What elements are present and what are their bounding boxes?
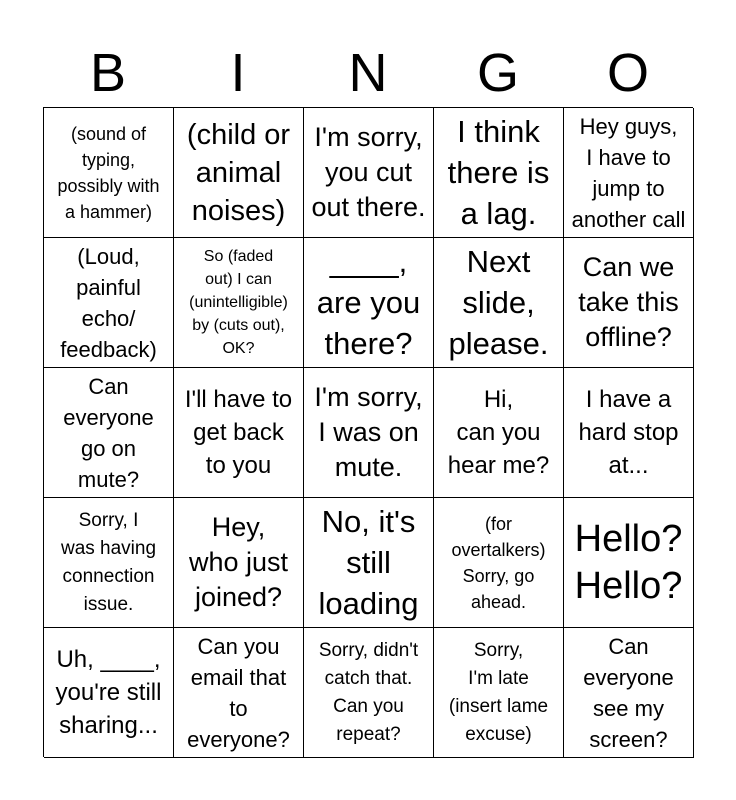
cell-text: (Loud, painful echo/ feedback) [60,243,157,362]
cell-text: Hey, who just joined? [188,512,289,612]
cell-text: Can you email that to everyone? [187,633,290,752]
cell-text: Sorry, I'm late (insert lame excuse) [448,639,549,745]
cell-text: I have a hard stop at... [578,386,679,479]
cell-text: Next slide, please. [448,244,549,361]
bingo-cell[interactable] [434,238,564,368]
bingo-cell[interactable] [304,108,434,238]
bingo-cell[interactable] [174,628,304,758]
bingo-cell[interactable] [304,628,434,758]
bingo-cell[interactable] [44,238,174,368]
bingo-cell[interactable] [174,108,304,238]
cell-text: Sorry, didn't catch that. Can you repeat? [318,639,419,745]
cell-text: Sorry, I was having connection issue. [60,509,157,615]
bingo-cell[interactable] [44,368,174,498]
bingo-cell[interactable] [434,108,564,238]
cell-text: Hey guys, I have to jump to another call [571,113,686,232]
header-letter-n: N [348,43,388,103]
cell-text: I'm sorry, you cut out there. [311,122,426,222]
header-letter-b: B [89,43,127,103]
bingo-cell[interactable] [174,238,304,368]
header-letter-i: I [230,43,246,103]
bingo-cell[interactable] [304,498,434,628]
bingo-cell[interactable] [44,628,174,758]
cell-text: Uh, ____, you're still sharing... [55,646,162,739]
bingo-cell[interactable] [44,108,174,238]
bingo-cell[interactable] [564,628,694,758]
header-letter-g: G [476,43,519,103]
cell-text: I'm sorry, I was on mute. [314,382,423,482]
bingo-cell[interactable] [44,498,174,628]
cell-text: So (faded out) I can (unintelligible) by (cuts out), OK? [189,248,288,357]
cell-text: Hi, can you hear me? [447,386,550,479]
bingo-cell[interactable] [434,628,564,758]
cell-text: (for overtalkers) Sorry, go ahead. [451,513,546,612]
bingo-cell[interactable] [434,368,564,498]
cell-text: (child or animal noises) [186,118,291,227]
bingo-header [43,40,693,106]
cell-text: Can everyone see my screen? [583,633,674,752]
bingo-cell[interactable] [434,498,564,628]
bingo-cell[interactable] [564,238,694,368]
cell-text: Can we take this offline? [578,252,679,352]
cell-text: Can everyone go on mute? [63,373,154,492]
cell-text: No, it's still loading [318,504,419,621]
cell-text: ____, are you there? [316,244,421,361]
cell-text: Hello? Hello? [574,517,683,607]
bingo-cell[interactable] [174,368,304,498]
cell-text: (sound of typing, possibly with a hammer) [57,123,160,222]
bingo-cell[interactable] [304,368,434,498]
bingo-cell[interactable] [564,498,694,628]
bingo-cell[interactable] [564,108,694,238]
bingo-cell[interactable] [174,498,304,628]
bingo-cell[interactable] [304,238,434,368]
cell-text: I think there is a lag. [447,114,550,231]
bingo-cell[interactable] [564,368,694,498]
bingo-grid [43,107,693,757]
cell-text: I'll have to get back to you [184,386,293,479]
header-letter-o: O [606,43,649,103]
